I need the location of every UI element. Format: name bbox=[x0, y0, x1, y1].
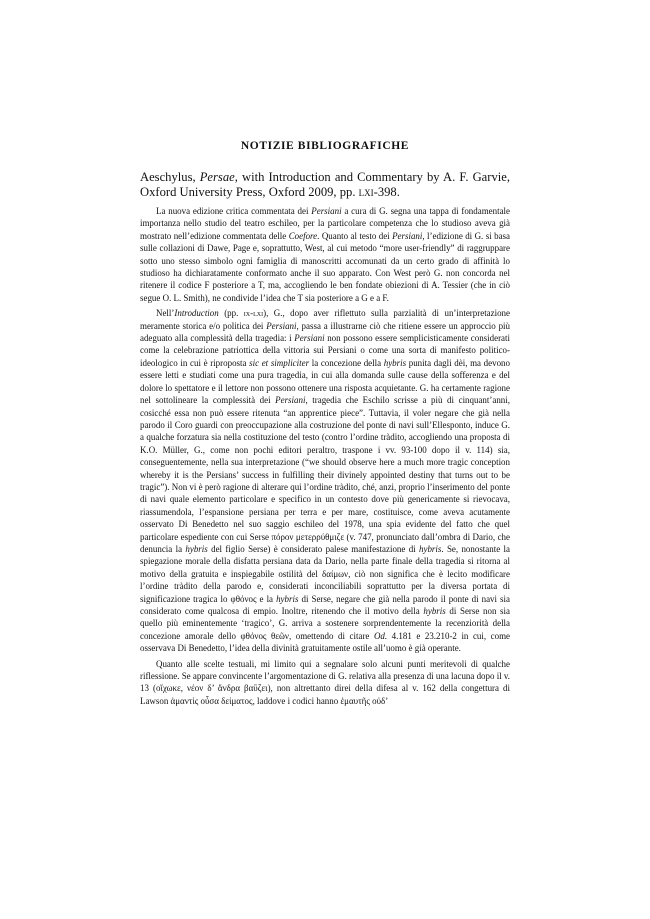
italic-text: Od. bbox=[373, 630, 388, 641]
citation-details: , with Introduction and Commentary by A. F. Garvie, Oxford University Press, Oxford 2009, pp. bbox=[140, 170, 511, 199]
paragraph-text: a cura di G. segna una tappa di fondamentale importanza nello studio del teatro eschileo, per la particolare competenza che lo studioso aveva già mostrato nell’edizione commentata delle bbox=[140, 206, 510, 241]
paragraph-text: la concezione della bbox=[309, 357, 384, 368]
paragraph-text: del figlio Serse) è considerato palese manifestazione di bbox=[207, 543, 420, 554]
citation-pages-roman: lxi bbox=[358, 185, 374, 199]
paragraph-text: ), G., dopo aver riflettuto sulla parzialità di un’interpretazione meramente storica e/o politica dei bbox=[140, 308, 510, 331]
paragraph-text: , l’edizione di G. si basa sulle collazioni di Dawe, Page e, soprattutto, West, al cui metodo “more user-friendly” di raggruppare sotto uno stesso simbolo ogni famiglia di manoscritti accomunati da un certo grado di affinità lo studioso ha dichiaratamente conformato anche il suo apparato. Con West però G. non concorda nel ritenere il codice F posteriore a T, ma, accogliendo le ben fondate obiezioni di A. Tessier (che in ciò segue O. L. Smith), ne condivide l’idea che T sia posteriore a G e a F. bbox=[140, 230, 510, 303]
paragraph-text: Quanto alle scelte testuali, mi limito qui a segnalare solo alcuni punti meritevoli di qualche riflessione. Se appare convincente l’argomentazione di G. relativa alla presenza di una lacuna dopo il v. 13 (οἴχωκε, νέον δ’ ἄνδρα βαΰζει), non altrettanto direi della difesa al v. 162 della congettura di Lawson ἀμαντὶς οὖσα δείματος, laddove i codici hanno ἐμαυτῆς οὐδ’ bbox=[140, 658, 511, 706]
paragraph-text: 4.181 e 23.210-2 in cui, come osservava Di Benedetto, l’idea della divinità gratuitamente ostile all’uomo è già operante. bbox=[140, 630, 511, 654]
italic-text: hybris bbox=[383, 357, 407, 368]
paragraph-text: . Quanto al testo dei bbox=[317, 230, 393, 241]
book-citation bbox=[140, 170, 510, 200]
italic-text: hybris bbox=[276, 593, 299, 604]
citation-author: Aeschylus, bbox=[140, 170, 200, 184]
italic-text: sic et simpliciter bbox=[249, 357, 310, 368]
citation-title: Persae bbox=[199, 170, 235, 184]
paragraph-text: di Serse, negare che già nella parodo il ponte di navi sia considerato come qualcosa di empio. Inoltre, ritenendo che il motivo della bbox=[140, 593, 510, 616]
paragraph-text: . Se, nonostante la spiegazione morale della disfatta persiana data da Dario, nella parte finale della tragedia si ritorna al motivo della gratuita e inspiegabile ostilità del δαίμων, ciò non significa che è lecito modificare l’ordine tràdito della parodo e, considerati inconciliabili soprattutto per la diversa portata di significazione tragica lo φθόνος e la bbox=[140, 543, 510, 604]
italic-text: Persiani bbox=[392, 230, 423, 241]
paragraph-text: , tragedia che Eschilo scrisse a più di cinquant’anni, cosicché essa non può essere ritenuta “an apprentice piece”. Tuttavia, il voler negare che già nella parodo il Coro guardi con preoccupazione alla costruzione del ponte di navi sull’Ellesponto, induce G. a qualche forzatura sia nella costituzione del testo (contro l’ordine tràdito, accogliendo una proposta di K.O. Müller, G., come non pochi editori peraltro, traspone i vv. 93-100 dopo il v. 114) sia, conseguentemente, nella sua interpretazione (“we should observe here a much more tragic conception whereby it is the Persians’ success in fulfilling their divinely appointed destiny that turns out to be tragic”). Non vi è però ragione di alterare qui l’ordine tràdito, ché, anzi, proprio l’inserimento del ponte di navi quale elemento particolare e specifico in un contesto dove più genericamente si rievocava, riassumendola, l’espansione persiana per terra e per mare, costituisce, come aveva acutamente osservato Di Benedetto nel suo saggio eschileo del 1978, una spia evidente del fatto che quel particolare espediente con cui Serse πόρον μετερρύθμιζε (v. 747, pronunciato dall’ombra di Dario, che denuncia la bbox=[140, 395, 510, 554]
italic-text: Persiani bbox=[311, 206, 342, 216]
italic-text: hybris bbox=[185, 543, 208, 554]
italic-text: Persiani bbox=[275, 395, 306, 406]
paragraph-text: , passa a illustrarne ciò che ritiene essere un approccio più adeguato alla complessità della tragedia: i bbox=[140, 320, 510, 344]
italic-text: hybris bbox=[419, 543, 442, 554]
paragraph-text: Nell’ bbox=[156, 308, 175, 319]
paragraph-text: di Serse non sia quello più eminentemente ‘tragico’, G. arriva a sostenere sorprendentemente la recenziorità della concezione amorale dello φθόνος θεῶν, omettendo di citare bbox=[140, 606, 510, 641]
italic-text: Persiani bbox=[294, 333, 325, 344]
body-paragraph bbox=[140, 658, 510, 708]
body-paragraph bbox=[140, 307, 510, 654]
body-paragraph bbox=[140, 205, 510, 304]
italic-text: Introduction bbox=[174, 308, 219, 319]
paragraph-text: punita dagli dèi, ma devono essere letti e studiati come una pura tragedia, in cui alla domanda sulle cause della sofferenza e del dolore lo spettatore e il lettore non possono ottenere una risposta acquietante. G. ha certamente ragione nel sottolineare la complessità dei bbox=[140, 357, 510, 406]
paragraph-text: (pp. bbox=[218, 308, 244, 319]
section-title: NOTIZIE BIBLIOGRAFICHE bbox=[240, 140, 410, 152]
small-caps-text: ix-lxi bbox=[243, 308, 264, 319]
citation-pages-tail: -398. bbox=[373, 185, 400, 199]
italic-text: Coefore bbox=[288, 230, 318, 241]
italic-text: hybris bbox=[423, 606, 446, 616]
paragraph-text: non possono essere semplicisticamente considerati come la celebrazione patriottica della vittoria sui Persiani o come una sorta di manifesto politico-ideologico in cui è riproposta bbox=[140, 333, 510, 368]
paragraph-text: La nuova edizione critica commentata dei bbox=[156, 206, 312, 216]
review-body bbox=[140, 205, 510, 707]
italic-text: Persiani bbox=[266, 320, 297, 331]
